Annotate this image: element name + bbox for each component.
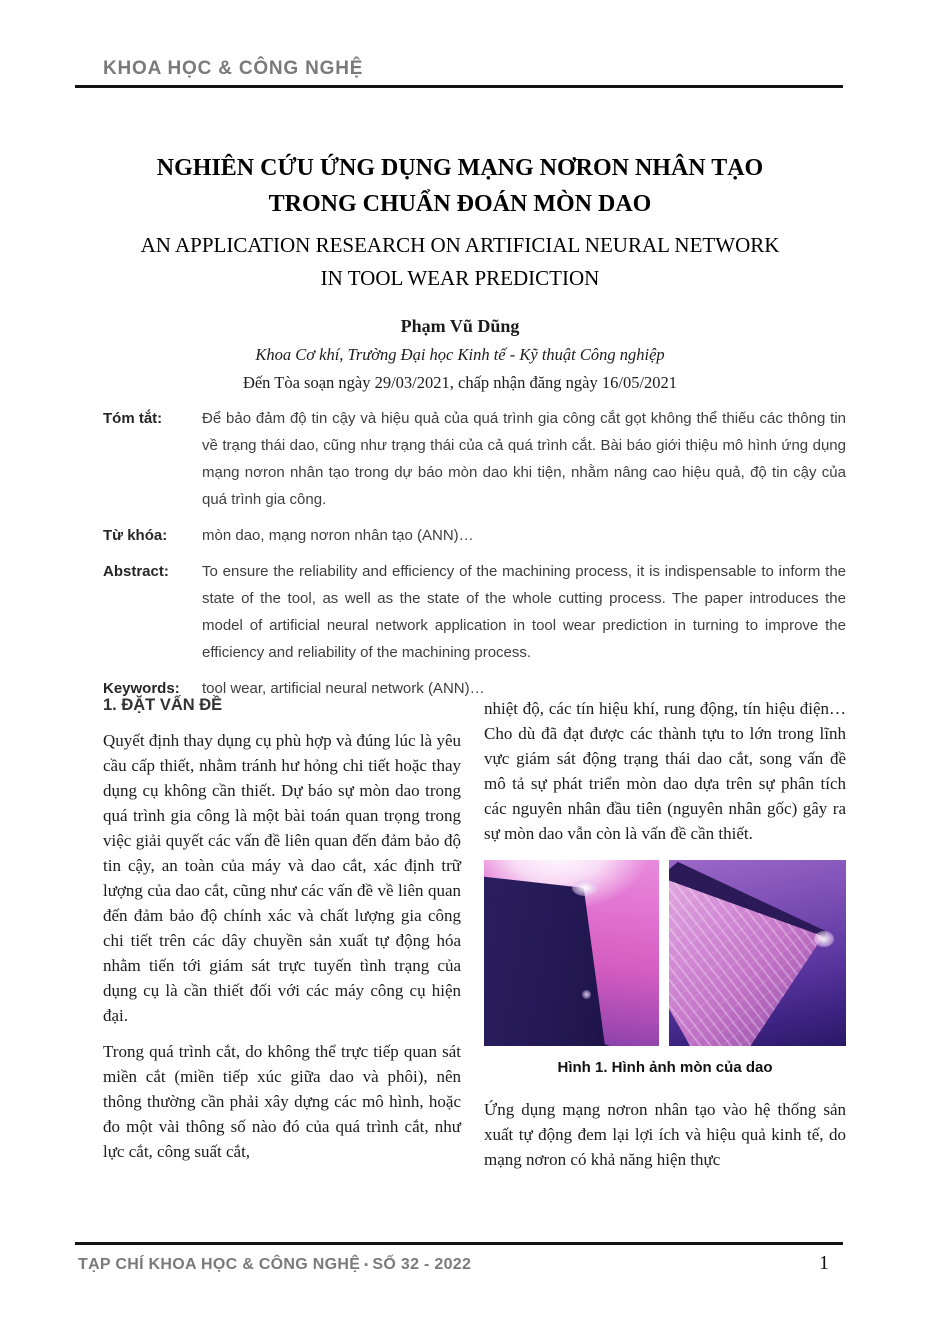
body-columns	[103, 696, 846, 1172]
page-footer	[75, 1242, 843, 1275]
header-journal-name: KHOA HỌC & CÔNG NGHỆ	[103, 58, 364, 79]
tool-wear-photo-right	[669, 860, 846, 1046]
footer-journal-info	[78, 1256, 471, 1274]
right-column	[484, 696, 846, 1172]
keywords-text: tool wear, artificial neural network (ANN)…	[202, 680, 485, 697]
figure-1	[484, 860, 846, 1076]
article-title-vi	[75, 150, 845, 222]
left-column	[103, 696, 461, 1172]
article-title-vi-line1: NGHIÊN CỨU ỨNG DỤNG MẠNG NƠRON NHÂN TẠO	[156, 155, 764, 181]
tukhoa-text: mòn dao, mạng nơron nhân tạo (ANN)…	[202, 527, 474, 544]
article-title-vi-line2: TRONG CHUẨN ĐOÁN MÒN DAO	[268, 191, 652, 217]
tukhoa-row	[103, 522, 846, 549]
tukhoa-label: Từ khóa:	[103, 527, 168, 544]
article-title-en-line1: AN APPLICATION RESEARCH ON ARTIFICIAL NEURAL NETWORK	[140, 233, 780, 257]
abstract-row	[103, 558, 846, 666]
figure-1-photos	[484, 860, 846, 1046]
left-paragraph-1: Quyết định thay dụng cụ phù hợp và đúng lúc là yêu cầu cấp thiết, nhằm tránh hư hỏng chi tiết hoặc thay dụng cụ không cần thiết. Dự báo sự mòn dao trong quá trình gia công là một bài toán quan trọng trong việc giải quyết các vấn đề liên quan đến đảm bảo độ tin cậy, an toàn của máy và dao cắt, xác định trữ lượng của dao cắt, cũng như các vấn đề về liên quan đến đảm bảo độ chính xác và chất lượng gia công chi tiết trên các dây chuyền sản xuất tự động hóa nhằm tiến tới giám sát trực tuyến tình trạng của dụng cụ là cần thiết đối với các máy công cụ hiện đại.	[103, 731, 461, 1025]
page-number: 1	[819, 1252, 829, 1274]
right-paragraph-2: Ứng dụng mạng nơron nhân tạo vào hệ thống sản xuất tự động đem lại lợi ích và hiệu quả kinh tế, do mạng nơron có khả năng hiện thực	[484, 1100, 846, 1169]
footer-separator-square: ▪	[364, 1259, 369, 1271]
footer-issue: SỐ 32 - 2022	[372, 1256, 472, 1273]
left-paragraph-2: Trong quá trình cắt, do không thể trực tiếp quan sát miền cắt (miền tiếp xúc giữa dao và phôi), nên thông thường cần phải xây dựng các mô hình, hoặc đo một vài thông số nào đó của quá trình cắt, như lực cắt, công suất cắt,	[103, 1042, 461, 1161]
article-title-en-line2: IN TOOL WEAR PREDICTION	[320, 266, 600, 290]
footer-journal-name: TẠP CHÍ KHOA HỌC & CÔNG NGHỆ	[78, 1256, 361, 1273]
abstract-block	[103, 405, 846, 711]
tomtat-text: Để bảo đảm độ tin cậy và hiệu quả của quá trình gia công cắt gọt không thể thiếu các thông tin về trạng thái dao, cũng như trạng thái của cả quá trình cắt. Bài báo giới thiệu mô hình ứng dụng mạng nơron nhân tạo trong dự báo mòn dao khi tiện, nhằm nâng cao hiệu quả, độ tin cậy của quá trình gia công.	[202, 410, 846, 508]
article-title-en	[75, 229, 845, 295]
tool-wear-photo-left	[484, 860, 659, 1046]
page-header	[75, 58, 843, 88]
tool-tip-glint	[814, 931, 834, 947]
tomtat-label: Tóm tắt:	[103, 410, 163, 427]
figure-1-caption: Hình 1. Hình ảnh mòn của dao	[557, 1059, 773, 1076]
section1-heading: 1. ĐẶT VẤN ĐỀ	[103, 696, 223, 714]
author-affiliation: Khoa Cơ khí, Trường Đại học Kinh tế - Kỹ thuật Công nghiệp	[255, 345, 665, 364]
title-block	[75, 150, 845, 393]
author-name: Phạm Vũ Dũng	[400, 316, 520, 336]
submission-dates: Đến Tòa soạn ngày 29/03/2021, chấp nhận đăng ngày 16/05/2021	[242, 373, 678, 392]
abstract-text: To ensure the reliability and efficiency of the machining process, it is indispensable to inform the state of the tool, as well as the state of the whole cutting process. The paper introduces the model of artificial neural network application in tool wear prediction in turning to improve the efficiency and reliability of the machining process.	[202, 563, 846, 661]
abstract-label: Abstract:	[103, 563, 169, 580]
right-paragraph-1: nhiệt độ, các tín hiệu khí, rung động, tín hiệu điện… Cho dù đã đạt được các thành tựu to lớn trong lĩnh vực giám sát động trạng thái dao cắt, song vấn đề mô tả sự phát triển mòn dao dựa trên sự phân tích các nguyên nhân đầu tiên (nguyên nhân gốc) gây ra sự mòn dao vẫn còn là vấn đề cần thiết.	[484, 699, 846, 843]
keywords-label: Keywords:	[103, 680, 180, 697]
tomtat-row	[103, 405, 846, 513]
